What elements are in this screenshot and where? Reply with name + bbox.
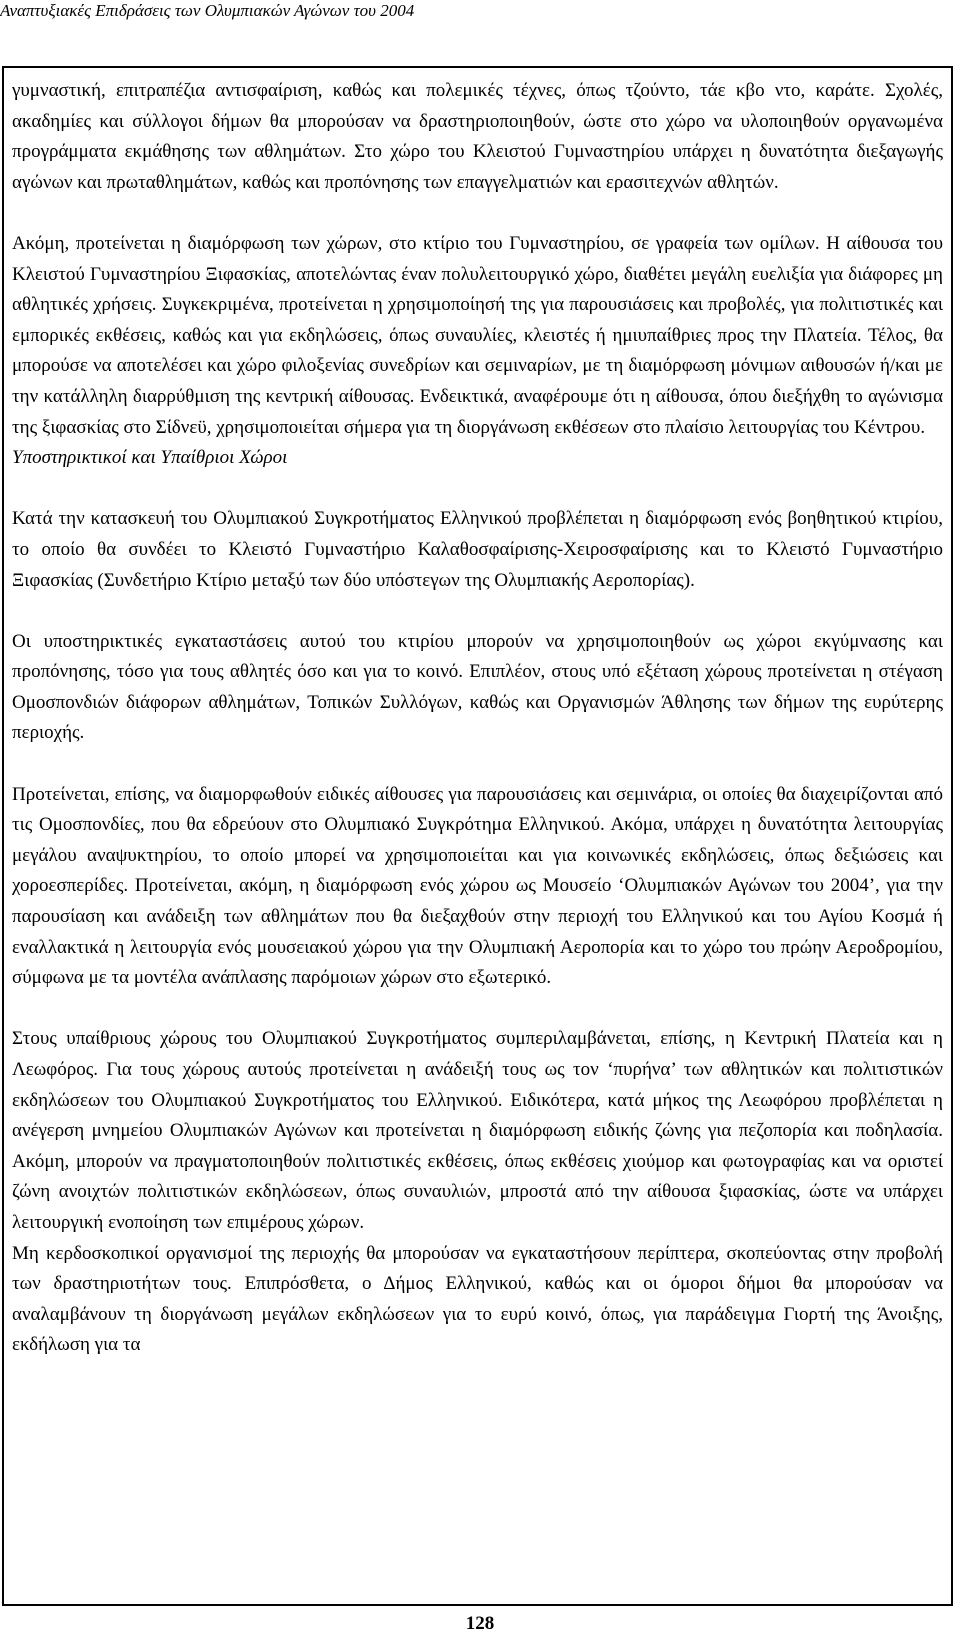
paragraph-outdoor-spaces: Στους υπαίθριους χώρους του Ολυμπιακού Συγκροτήματος συμπεριλαμβάνεται, επίσης, η Κεντρική Πλατεία και η Λεωφόρος. Για τους χώρους αυτούς προτείνεται η ανάδειξή τους ως τον ‘πυρήνα’ των αθλητικών και πολιτιστικών εκδηλώσεων του Ολυμπιακού Συγκροτήματος του Ελληνικού. Ειδικότερα, κατά μήκος της Λεωφόρου προβλέπεται η ανέγερση μνημείου Ολυμπιακών Αγώνων και προτείνεται η διαμόρφωση ειδικής ζώνης για πεζοπορία και ποδηλασία. Ακόμη, μπορούν να πραγματοποιηθούν πολιτιστικές εκθέσεις, όπως εκθέσεις χιούμορ και φωτογραφίας και να οριστεί ζώνη ανοιχτών πολιτιστικών εκδηλώσεων, όπως συναυλιών, μπροστά από την αίθουσα ξιφασκίας, ώστε να υπάρχει λειτουργική ενοποίηση των επιμέρους χώρων. [12, 1028, 943, 1233]
paragraph-fencing-hall-uses: Ακόμη, προτείνεται η διαμόρφωση των χώρων, στο κτίριο του Γυμναστηρίου, σε γραφεία των ομίλων. Η αίθουσα του Κλειστού Γυμναστηρίου Ξιφασκίας, αποτελώντας έναν πολυλειτουργικό χώρο, διαθέτει μεγάλη ευελιξία για διάφορες μη αθλητικές χρήσεις. Συγκεκριμένα, προτείνεται η χρησιμοποίησή της για παρουσιάσεις και προβολές, για πολιτιστικές και εμπορικές εκθέσεις, καθώς και για εκδηλώσεις, όπως συναυλίες, κλειστές ή ημιυπαίθριες προς την Πλατεία. Τέλος, θα μπορούσε να αποτελέσει και χώρο φιλοξενίας συνεδρίων και σεμιναρίων, με τη διαμόρφωση μόνιμων αιθουσών ή/και με την κατάλληλη διαρρύθμιση της κεντρική αίθουσας. Ενδεικτικά, αναφέρουμε ότι η αίθουσα, όπου διεξήχθη το αγώνισμα της ξιφασκίας στο Σίδνεϋ, χρησιμοποιείται σήμερα για τη διοργάνωση εκθέσεων στο πλαίσιο λειτουργίας του Κέντρου. [12, 232, 943, 438]
paragraph-sports-activities: γυμναστική, επιτραπέζια αντισφαίριση, καθώς και πολεμικές τέχνες, όπως τζούντο, τάε κβο ντο, καράτε. Σχολές, ακαδημίες και σύλλογοι δήμων θα μπορούσαν να δραστηριοποιηθούν, ώστε στο χώρο να υλοποιηθούν οργανωμένα προγράμματα εκμάθησης των αθλημάτων. Στο χώρο του Κλειστού Γυμναστηρίου υπάρχει η δυνατότητα διεξαγωγής αγώνων και πρωταθλημάτων, καθώς και προπόνησης των επαγγελματιών και ερασιτεχνών αθλητών. [12, 80, 943, 193]
page-frame [2, 66, 953, 1606]
paragraph-support-facilities: Οι υποστηρικτικές εγκαταστάσεις αυτού του κτιρίου μπορούν να χρησιμοποιηθούν ως χώροι εκγύμνασης και προπόνησης, τόσο για τους αθλητές όσο και για το κοινό. Επιπλέον, στους υπό εξέταση χώρους προτείνεται η στέγαση Ομοσπονδιών διάφορων αθλημάτων, Τοπικών Συλλόγων, καθώς και Οργανισμών Άθλησης των δήμων της ευρύτερης περιοχής. [12, 630, 943, 744]
paragraph-connecting-building: Κατά την κατασκευή του Ολυμπιακού Συγκροτήματος Ελληνικού προβλέπεται η διαμόρφωση ενός βοηθητικού κτιρίου, το οποίο θα συνδέει το Κλειστό Γυμναστήριο Καλαθοσφαίρισης-Χειροσφαίρισης και το Κλειστό Γυμναστήριο Ξιφασκίας (Συνδετήριο Κτίριο μεταξύ των δύο υπόστεγων της Ολυμπιακής Αεροπορίας). [12, 508, 943, 591]
paragraph-nonprofit-organizations: Μη κερδοσκοπικοί οργανισμοί της περιοχής θα μπορούσαν να εγκαταστήσουν περίπτερα, σκοπεύοντας στην προβολή των δραστηριοτήτων τους. Επιπρόσθετα, ο Δήμος Ελληνικού, καθώς και οι όμοροι δήμοι θα μπορούσαν να αναλαμβάνουν τη διοργάνωση μεγάλων εκδηλώσεων για το ευρύ κοινό, όπως, για παράδειγμα Γιορτή της Άνοιξης, εκδήλωση για τα [12, 1242, 943, 1356]
page-number: 128 [465, 1613, 495, 1634]
paragraph-halls-and-museum: Προτείνεται, επίσης, να διαμορφωθούν ειδικές αίθουσες για παρουσιάσεις και σεμινάρια, οι οποίες θα διαχειρίζονται από τις Ομοσπονδίες, που θα εδρεύουν στο Ολυμπιακό Συγκρότημα Ελληνικού. Ακόμα, υπάρχει η δυνατότητα λειτουργίας μεγάλου αναψυκτηρίου, το οποίο μπορεί να χρησιμοποιείται και για κοινωνικές εκδηλώσεις, όπως δεξιώσεις και χοροεσπερίδες. Προτείνεται, ακόμη, η διαμόρφωση ενός χώρου ως Μουσείο ‘Ολυμπιακών Αγώνων του 2004’, για την παρουσίαση και ανάδειξη των αθλημάτων που θα διεξαχθούν στην περιοχή του Ελληνικού και του Αγίου Κοσμά ή εναλλακτικά η λειτουργία ενός μουσειακού χώρου για την Ολυμπιακή Αεροπορία και το χώρο του πρώην Αεροδρομίου, σύμφωνα με τα μοντέλα ανάπλασης παρόμοιων χώρων στο εξωτερικό. [12, 783, 943, 989]
section-heading-support-outdoor-spaces: Υποστηρικτικοί και Υπαίθριοι Χώροι [12, 447, 288, 469]
running-header: Αναπτυξιακές Επιδράσεις των Ολυμπιακών Αγώνων του 2004 [0, 1, 415, 20]
